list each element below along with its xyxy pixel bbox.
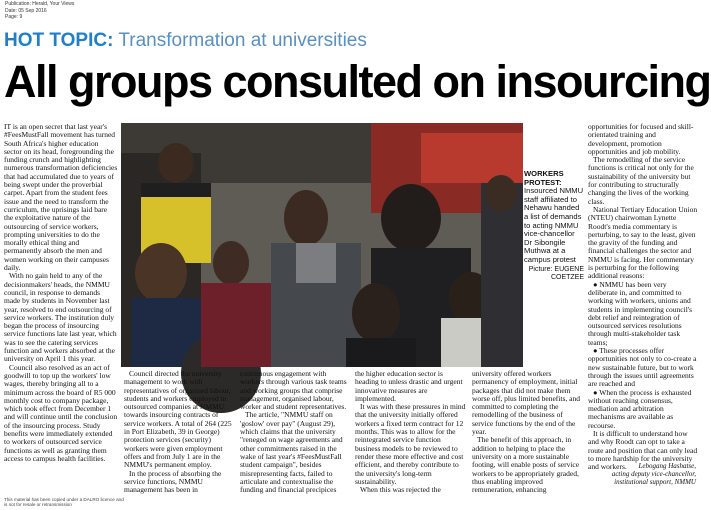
bullet-item: ● These processes offer opportunities not only to co-create a new sustainable future, but to work through the issues until agreements are reached and xyxy=(588,346,697,389)
paragraph: the higher education sector is heading to unless drastic and urgent innovative measures are implemented. xyxy=(355,369,463,403)
paragraph: university offered workers permanency of employment, initial packages that did not make them worse off, plus limited benefits, and committed to completing the remodelling of the business of service functions by the end of the year. xyxy=(472,369,580,437)
protest-photo xyxy=(121,123,523,367)
paragraph: In the process of absorbing the service functions, NMMU management has been in xyxy=(124,468,222,495)
paragraph: It was with these pressures in mind that the university initially offered workers a fixed term contract for 12 months. This was to allow for the reintegrated service function business models to be reviewed to render these more effective and cost efficient, and thereby contribute to the university's long-term sustainability. xyxy=(355,402,466,486)
article-column-4 xyxy=(355,370,467,495)
bullet-item: ● When the process is exhausted without reaching consensus, mediation and arbitration mechanisms are available as recourse. xyxy=(588,387,692,430)
author-name: Lebogang Hashatse, xyxy=(638,462,696,470)
headline: All groups consulted on insourcing xyxy=(4,56,711,107)
photo-caption xyxy=(524,170,584,282)
paragraph: The article, "NMMU staff on 'goslow' over pay" (August 29), which claims that the university "reneged on wage agreements and other commitments raised in the wake of last year's #FeesMustFall student campaign", besides misrepresenting facts, failed to articulate and contextualise the funding and financial precipices xyxy=(240,410,343,495)
kicker-label: HOT TOPIC: xyxy=(4,30,114,51)
paragraph: The benefit of this approach, in addition to helping to place the university on a more sustainable footing, will enable posts of service workers to be appropriately graded, thus enabling improved remuneration, enhancing xyxy=(472,435,580,495)
caption-text: Insourced NMMU staff affiliated to Nehawu handed a list of demands to acting NMMU vice-chancellor Dr Sibongile Muthwa at a campus protest xyxy=(524,186,584,264)
paragraph: When this was rejected the xyxy=(360,485,441,495)
hot-topic-kicker xyxy=(4,30,367,52)
author-signature xyxy=(588,462,696,486)
publication-page: Page: 9 xyxy=(5,14,23,20)
article-column-1 xyxy=(4,123,118,493)
article-column-5 xyxy=(472,370,584,495)
publication-date: Date: 05 Sep 2016 xyxy=(5,7,47,14)
paragraph: opportunities for focused and skill-orientated training and development, promotion opportunities and job mobility. xyxy=(588,122,694,156)
paragraph: IT is an open secret that last year's #FeesMustFall movement has turned South Africa's higher education sector on its head, foregrounding the funding crunch and highlighting numerous transformation deficiencies that had accumulated due to years of being swept under the proverbial carpet. Apart from the student fees issue and the need to transform the curriculum, the uprisings laid bare the exploitative nature of the outsourcing of service workers, prompting universities to do the morally ethical thing and permanently absorb the men and women working on their campuses daily. xyxy=(4,122,118,273)
licence-line-2: is not for resale or retransmission xyxy=(4,502,72,508)
caption-title: WORKERS PROTEST: xyxy=(524,169,564,187)
article-column-3 xyxy=(240,370,350,495)
licence-line-1: This material has been copied under a DALRO licence and xyxy=(4,497,124,502)
paragraph: National Tertiary Education Union (NTEU) chairwoman Lynette Roodt's media commentary is perturbing, to say to the least, given the gravity of the funding and financial challenges the sector and NMMU is facing. Her commentary is perturbing for the following additional reasons: xyxy=(588,204,698,281)
protest-photo-image xyxy=(121,123,523,367)
paragraph: Council also resolved as an act of goodwill to top up the workers' low wages, thereby bringing all to a minimum across the board of R5 000 monthly cost to company package, which took effect from December 1 and will continue until the conclusion of the insourcing process. Study benefits were immediately extended to workers of outsourced service functions as well as granting them access to campus health facilities. xyxy=(4,362,118,463)
article-column-2 xyxy=(124,370,234,495)
photo-credit: Picture: EUGENE COETZEE xyxy=(528,265,584,281)
publication-meta xyxy=(5,1,74,21)
paragraph: Council directed the university management to work with representatives of organised labour, students and workers employed in outsourced companies at NMMU towards insourcing contracts of service workers. A total of 264 (225 in Port Elizabeth, 39 in George) protection services (security) workers were given employment offers and from July 1 are in the NMMU's permanent employ. xyxy=(124,369,232,470)
author-role: acting deputy vice-chancellor, institutional support, NMMU xyxy=(611,470,696,486)
publication-name: Publication: Herald, Your Views xyxy=(5,1,75,7)
paragraph: It is difficult to understand how and why Roodt can opt to take a route and position that can only lead to more hardship for the university and workers. xyxy=(588,428,698,472)
kicker-text: Transformation at universities xyxy=(113,30,367,51)
paragraph: The remodelling of the service functions is critical not only for the sustainability of the university but for contributing to structurally changing the lives of the working class. xyxy=(588,155,694,206)
paragraph: With no gain held to any of the decisionmakers' heads, the NMMU council, in response to demands made by students in November last year, resolved to end outsourcing of service workers. The institution duly began the process of insourcing service functions late last year, which was to see the catering services function and workers absorbed at the university on April 1 this year. xyxy=(4,271,117,364)
licence-footer xyxy=(4,497,124,508)
bullet-item: ● NMMU has been very deliberate in, and committed to working with workers, unions and students in implementing council's debt relief and reintegration of outsourced services resolutions through multi-stakeholder task teams; xyxy=(588,279,693,347)
paragraph: continuous engagement with workers through various task teams and working groups that comprise management, organised labour, worker and student representatives. xyxy=(240,369,347,412)
